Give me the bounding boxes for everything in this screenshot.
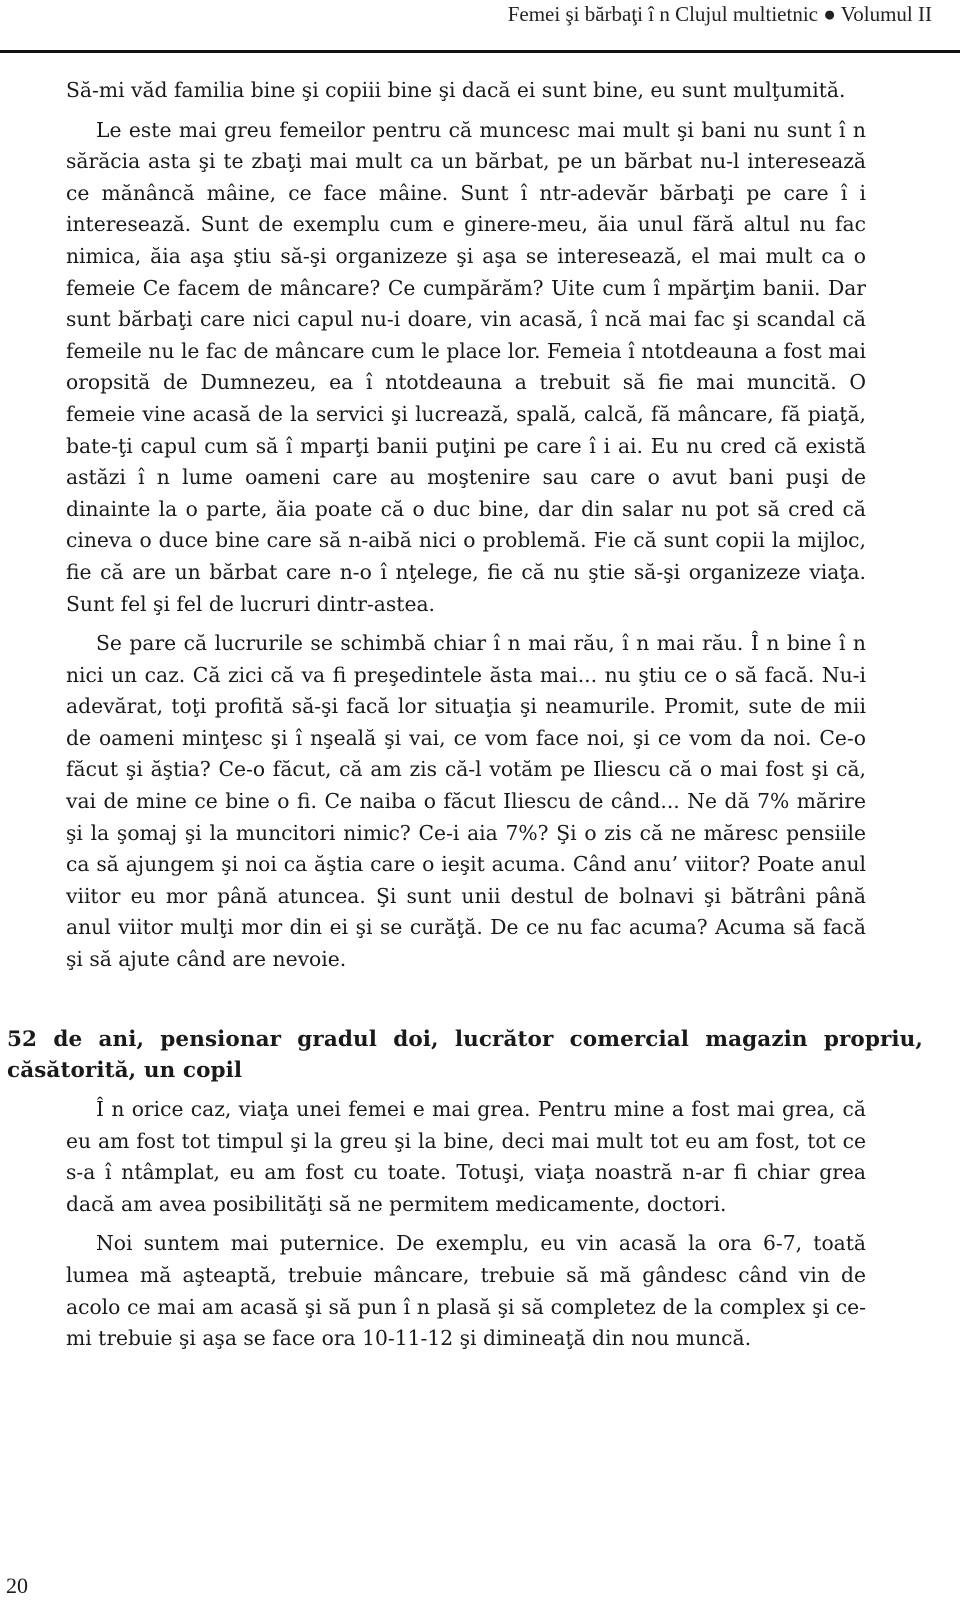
paragraph: Se pare că lucrurile se schimbă chiar î n mai rău, î n mai rău. Î n bine î n nici un caz. Că zici că va fi preşedintele ăsta mai... nu ştiu ce o să facă. Nu-i adevărat, toţi profită să-şi facă lor situaţia şi neamurile. Promit, sute de mii de oameni minţesc şi î nşeală şi vai, ce vom face noi, şi ce vom da noi. Ce-o făcut şi ăştia? Ce-o făcut, că am zis că-l votăm pe Iliescu că o mai fost şi că, vai de mine ce bine o fi. Ce naiba o făcut Iliescu de când... Ne dă 7% mărire şi la şomaj şi la muncitori nimic? Ce-i aia 7%? Şi o zis că ne măresc pensiile ca să ajungem şi noi ca ăştia care o ieşit acuma. Când anu’ viitor? Poate anul viitor eu mor până atuncea. Şi sunt unii destul de bolnavi şi bătrâni până anul viitor mulţi mor din ei şi se curăţă. De ce nu fac acuma? Acuma să facă şi să ajute când are nevoie. (66, 631, 866, 972)
page-number: 20 (6, 1573, 28, 1598)
running-header: Femei şi bărbaţi î n Clujul multietnic ● Volumul II (507, 2, 932, 26)
respondent-heading: 52 de ani, pensionar gradul doi, lucrător comercial magazin propriu, căsătorită, un copil (7, 1027, 923, 1083)
paragraph: Să-mi văd familia bine şi copiii bine şi dacă ei sunt bine, eu sunt mulţumită. (66, 78, 846, 102)
paragraph: Noi suntem mai puternice. De exemplu, eu vin acasă la ora 6-7, toată lumea mă aşteaptă, trebuie mâncare, trebuie să mă gândesc când vin de acolo ce mai am acasă şi să pun î n plasă şi să completez de la complex şi ce-mi trebuie şi aşa se face ora 10-11-12 şi dimineaţă din nou muncă. (66, 1231, 866, 1351)
paragraph: Le este mai greu femeilor pentru că muncesc mai mult şi bani nu sunt î n sărăcia asta şi te zbaţi mai mult ca un bărbat, pe un bărbat nu-l interesează ce mănâncă mâine, ce face mâine. Sunt î ntr-adevăr bărbaţi pe care î i interesează. Sunt de exemplu cum e ginere-meu, ăia unul fără altul nu fac nimica, ăia aşa ştiu să-şi organizeze şi aşa se interesează, el mai mult ca o femeie Ce facem de mâncare? Ce cumpărăm? Uite cum î mpărţim banii. Dar sunt bărbaţi care nici capul nu-i doare, vin acasă, î ncă mai fac şi scandal că femeile nu le fac de mâncare cum le place lor. Femeia î ntotdeauna a fost mai oropsită de Dumnezeu, ea î ntotdeauna a trebuit să fie mai muncită. O femeie vine acasă de la servici şi lucrează, spală, calcă, fă mâncare, fă piaţă, bate-ţi capul cum să î mparţi banii puţini pe care î i ai. Eu nu cred că există astăzi î n lume oameni care au moştenire sau care o avut bani puşi de dinainte la o parte, ăia poate că o duc bine, dar din salar nu pot să cred că cineva o duce bine care să n-aibă nici o problemă. Fie că sunt copii la mijloc, fie că are un bărbat care n-o î nţelege, fie că nu ştie să-şi organizeze viaţa. Sunt fel şi fel de lucruri dintr-astea. (66, 117, 866, 616)
header-rule (0, 50, 960, 53)
paragraph: Î n orice caz, viaţa unei femei e mai grea. Pentru mine a fost mai grea, că eu am fost tot timpul şi la greu şi la bine, deci mai mult tot eu am fost, tot ce s-a î ntâmplat, eu am fost cu toate. Totuşi, viaţa noastră n-ar fi chiar grea dacă am avea posibilităţi să ne permitem medicamente, doctori. (66, 1097, 866, 1216)
interview-text-part-1 (66, 75, 866, 976)
interview-text-part-2 (66, 1094, 866, 1355)
